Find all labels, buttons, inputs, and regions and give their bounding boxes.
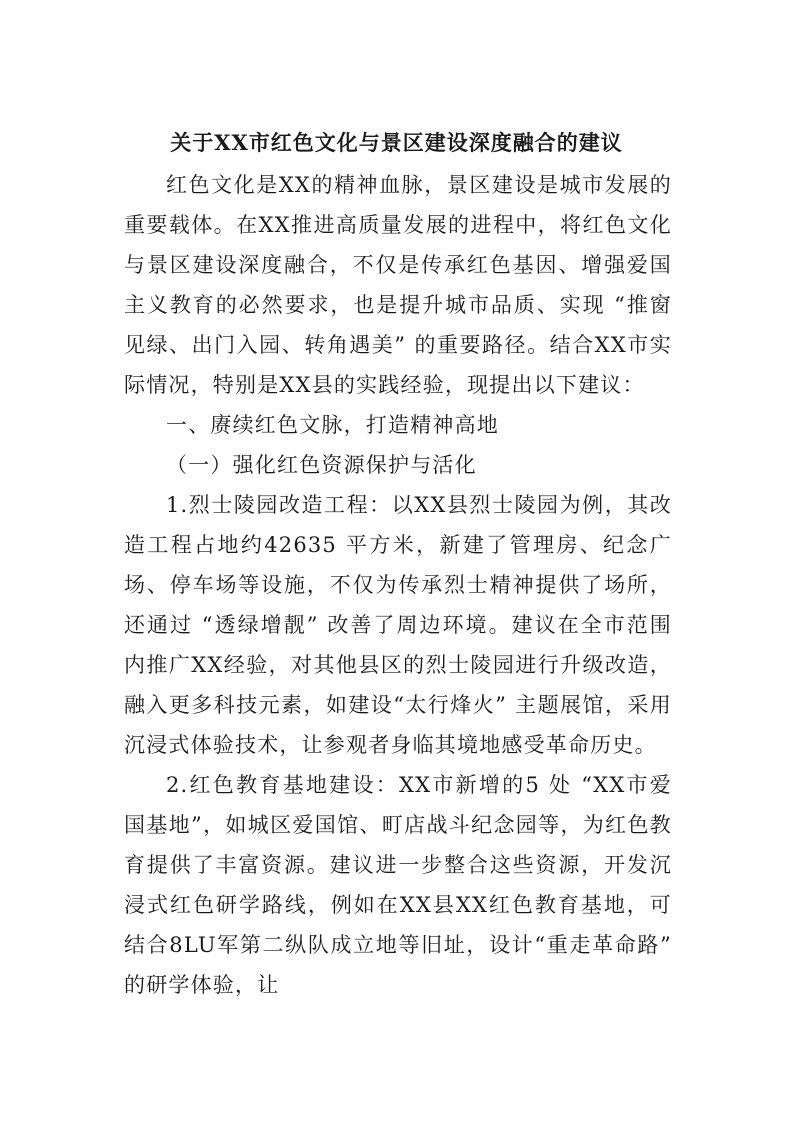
document-title: 关于XX市红色文化与景区建设深度融合的建议 (170, 130, 623, 155)
paragraph-item-1: 1.烈士陵园改造工程：以XX县烈士陵园为例，其改造工程占地约42635 平方米，新建了管理房、纪念广场、停车场等设施，不仅为传承烈士精神提供了场所，还通过 “透绿增靓” 改善了周边环境。建议在全市范围内推广XX经验，对其他县区的烈士陵园进行升级改造，融入更多科技元素，如建设“太行烽火” 主题展馆，采用沉浸式体验技术，让参观者身临其境地感受革命历史。 (124, 493, 672, 757)
subsection-heading-1: （一）强化红色资源保护与活化 (166, 453, 477, 477)
document-body (124, 165, 672, 1005)
paragraph-intro: 红色文化是XX的精神血脉，景区建设是城市发展的重要载体。在XX推进高质量发展的进程中，将红色文化与景区建设深度融合，不仅是传承红色基因、增强爱国主义教育的必然要求，也是提升城市品质、实现 “推窗见绿、出门入园、转角遇美” 的重要路径。结合XX市实际情况，特别是XX县的实践经验，现提出以下建议： (124, 173, 672, 397)
section-heading-1: 一、赓续红色文脉，打造精神高地 (166, 413, 499, 437)
paragraph-item-2: 2.红色教育基地建设：XX市新增的5 处 “XX市爱国基地”，如城区爱国馆、町店战斗纪念园等，为红色教育提供了丰富资源。建议进一步整合这些资源，开发沉浸式红色研学路线，例如在XX县XX红色教育基地，可结合8LU军第二纵队成立地等旧址，设计“重走革命路” 的研学体验，让 (124, 773, 672, 997)
